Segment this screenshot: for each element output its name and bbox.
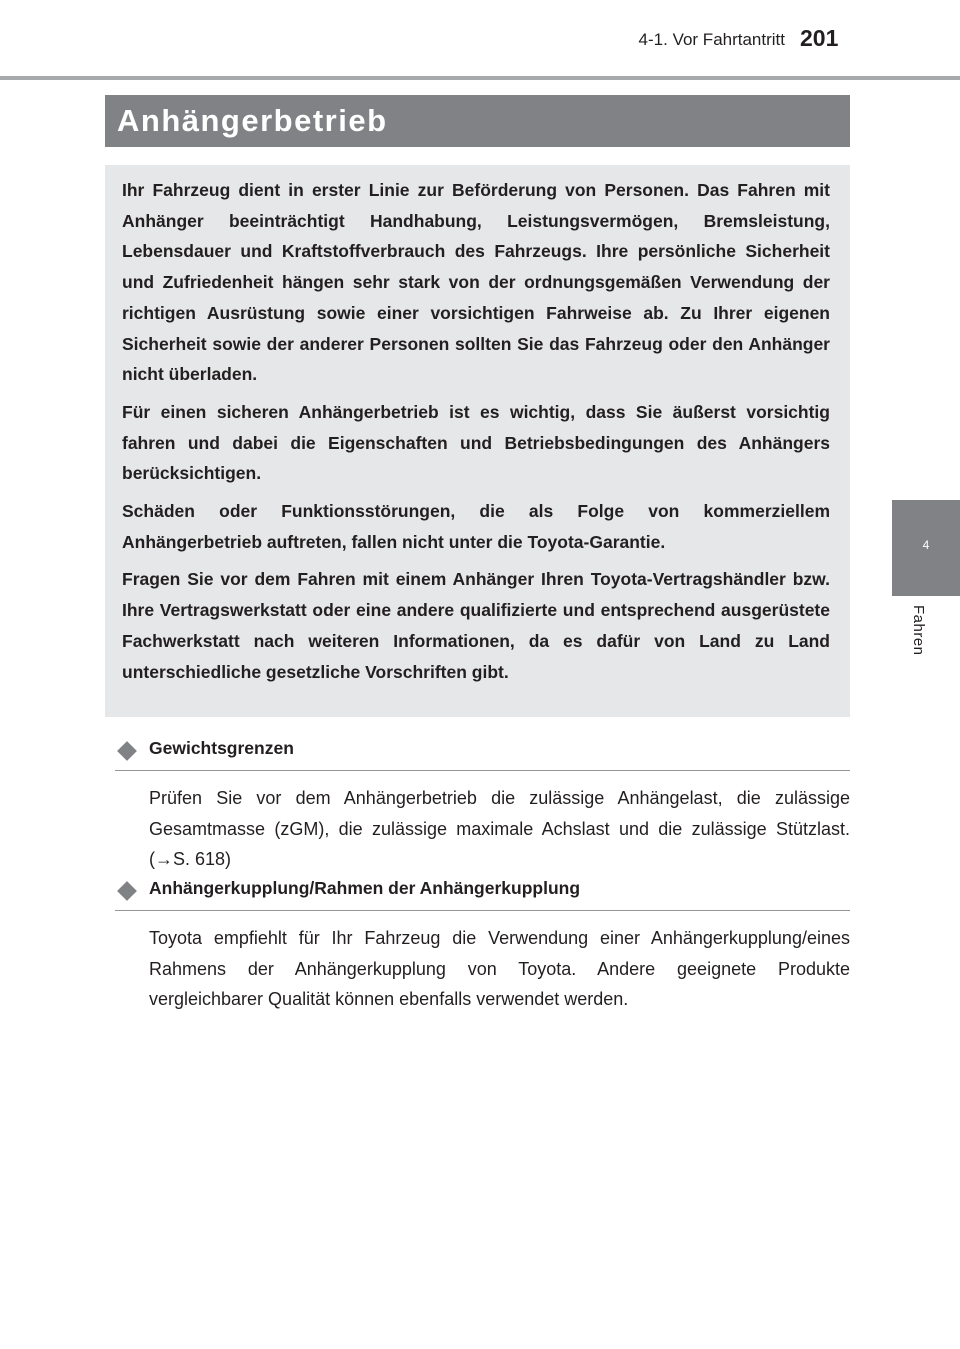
section-trailer-hitch bbox=[115, 878, 850, 1015]
section-weight-limits bbox=[115, 738, 850, 875]
page-number: 201 bbox=[800, 25, 839, 51]
intro-paragraph: Ihr Fahrzeug dient in erster Linie zur Beförderung von Personen. Das Fahren mit Anhänger beeinträchtigt Handhabung, Leistungsvermögen, Bremsleistung, Lebensdauer und Kraftstoffverbrauch des Fahrzeugs. Ihre persönliche Sicherheit und Zufriedenheit hängen sehr stark von der ordnungsgemäßen Verwendung der richtigen Ausrüstung sowie einer vorsichtigen Fahrweise ab. Zu Ihrer eigenen Sicherheit sowie der anderer Personen sollten Sie das Fahrzeug oder den Anhänger nicht überladen. bbox=[122, 180, 830, 385]
section-heading bbox=[115, 878, 850, 911]
diamond-bullet-icon bbox=[117, 741, 137, 761]
chapter-tab[interactable] bbox=[892, 500, 960, 596]
diamond-bullet-icon bbox=[117, 881, 137, 901]
intro-paragraph: Fragen Sie vor dem Fahren mit einem Anhänger Ihren Toyota-Vertragshändler bzw. Ihre Vertragswerkstatt oder eine andere qualifizierte und entsprechend ausgerüstete Fachwerkstatt nach weiteren Informationen, da es dafür von Land zu Land unterschiedliche gesetzliche Vorschriften gibt. bbox=[122, 569, 830, 682]
page-title: Anhängerbetrieb bbox=[117, 103, 388, 138]
header-rule bbox=[0, 76, 960, 80]
intro-box bbox=[105, 165, 850, 717]
section-heading bbox=[115, 738, 850, 771]
page-title-bar bbox=[105, 95, 850, 147]
intro-paragraph: Für einen sicheren Anhängerbetrieb ist es wichtig, dass Sie äußerst vorsichtig fahren und dabei die Eigenschaften und Betriebsbedingungen des Anhängers berücksichtigen. bbox=[122, 401, 830, 484]
intro-paragraph: Schäden oder Funktionsstörungen, die als Folge von kommerziellem Anhängerbetrieb auftreten, fallen nicht unter die Toyota-Garantie. bbox=[122, 501, 830, 552]
chapter-tab-number: 4 bbox=[922, 538, 930, 552]
section-body: Toyota empfiehlt für Ihr Fahrzeug die Verwendung einer Anhängerkupplung/eines Rahmens der Anhängerkupplung von Toyota. Andere geeignete Produkte vergleichbarer Qualität können ebenfalls verwendet werden. bbox=[149, 928, 850, 1009]
chapter-section-label: 4-1. Vor Fahrtantritt bbox=[638, 30, 785, 49]
chapter-tab-label: Fahren bbox=[910, 605, 927, 656]
section-title: Anhängerkupplung/Rahmen der Anhängerkupplung bbox=[149, 878, 581, 898]
section-title: Gewichtsgrenzen bbox=[149, 738, 294, 758]
section-body: Prüfen Sie vor dem Anhängerbetrieb die zulässige Anhängelast, die zulässige Gesamtmasse (zGM), die zulässige maximale Achslast und die zulässige Stützlast. (→S. 618) bbox=[149, 788, 850, 869]
